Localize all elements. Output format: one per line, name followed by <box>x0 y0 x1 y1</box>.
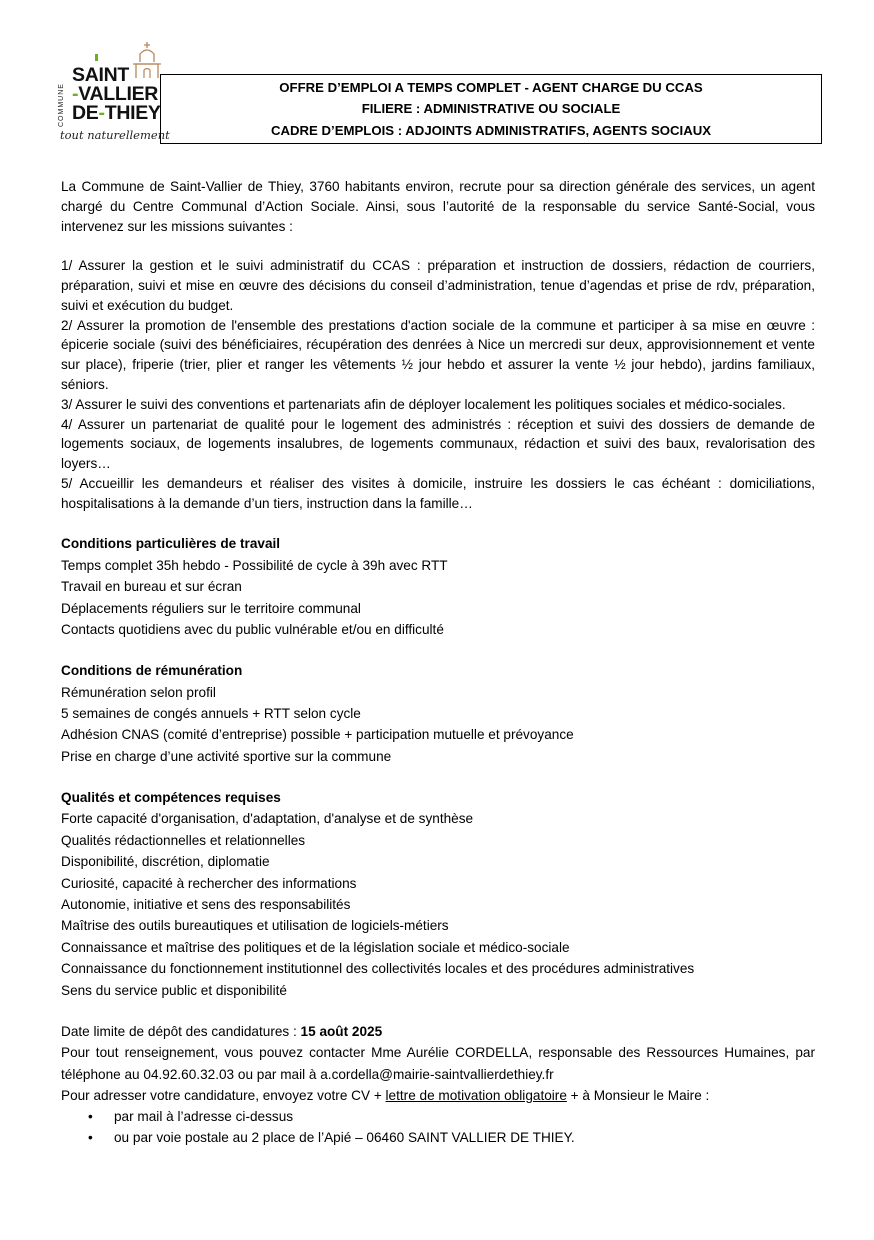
list-item: Temps complet 35h hebdo - Possibilité de cycle à 39h avec RTT <box>61 557 448 573</box>
logo-commune-label: COMMUNE <box>58 83 65 127</box>
logo-accent-mark <box>95 54 98 61</box>
job-cadre: CADRE D’EMPLOIS : ADJOINTS ADMINISTRATIFS, AGENTS SOCIAUX <box>270 122 712 138</box>
list-item: Disponibilité, discrétion, diplomatie <box>61 854 270 870</box>
job-filiere: FILIERE : ADMINISTRATIVE OU SOCIALE <box>361 101 621 117</box>
section-title: Conditions de rémunération <box>61 663 243 679</box>
section-qualites <box>61 787 815 1001</box>
section-conditions-travail <box>61 533 815 640</box>
apply-methods-list <box>61 1106 815 1148</box>
apply-text-end: + à Monsieur le Maire : <box>566 1088 710 1104</box>
contact-paragraph: Pour tout renseignement, vous pouvez contacter Mme Aurélie CORDELLA, responsable des Ressources Humaines, par téléphone au 04.92.60.32.03 ou par mail à a.cordella@mairie-saintvallierdethiey.fr <box>61 1045 815 1082</box>
list-item: Contacts quotidiens avec du public vulnérable et/ou en difficulté <box>61 621 444 637</box>
section-title: Qualités et compétences requises <box>61 790 281 805</box>
intro-paragraph: La Commune de Saint-Vallier de Thiey, 3760 habitants environ, recrute pour sa direction générale des services, un agent chargé du Centre Communal d’Action Sociale. Ainsi, sous l’autorité de la responsable du service Santé-Social, vous intervenez sur les missions suivantes : <box>61 179 815 234</box>
bullet-icon: • <box>88 1109 93 1125</box>
list-item: Adhésion CNAS (comité d’entreprise) possible + participation mutuelle et prévoyance <box>61 727 574 743</box>
mission-5: 5/ Accueillir les demandeurs et réaliser des visites à domicile, instruire les dossiers le cas échéant : domiciliations, hospitalisations à la demande d’un tiers, instruction dans la famille… <box>61 475 815 511</box>
list-item: Prise en charge d’une activité sportive sur la commune <box>61 748 392 764</box>
bullet-icon: • <box>88 1130 93 1146</box>
list-item: Travail en bureau et sur écran <box>61 579 242 595</box>
mission-4: 4/ Assurer un partenariat de qualité pour le logement des administrés : réception et suivi des dossiers de demande de logements sociaux, de logements insalubres, de logements communaux, rédaction et suivi des baux, revalorisation des loyers… <box>61 416 815 472</box>
logo-dash: - <box>98 102 105 124</box>
list-item: Qualités rédactionnelles et relationnelles <box>61 832 306 848</box>
mission-1: 1/ Assurer la gestion et le suivi administratif du CCAS : préparation et instruction de dossiers, rédaction de courriers, préparation, suivi et mise en œuvre des décisions du conseil d’administration, tenue d’agendas et prise de rdv, préparation, suivi et exécution du budget. <box>61 258 815 313</box>
list-item <box>61 1127 815 1148</box>
mission-2: 2/ Assurer la promotion de l'ensemble des prestations d'action sociale de la commune et participer à sa mise en œuvre : épicerie sociale (suivi des bénéficiaires, récupération des denrées à Nice un mercredi sur deux, approvisionnement et vente sur place), friperie (trier, plier et ranger les vêtements ½ jour hebdo et assurer la vente ½ jour hebdo), jardins familiaux, séniors. <box>61 317 815 392</box>
church-icon <box>130 40 164 80</box>
deadline-line <box>61 1021 815 1042</box>
list-item: Déplacements réguliers sur le territoire communal <box>61 600 361 616</box>
apply-text: Pour adresser votre candidature, envoyez votre CV + <box>61 1088 386 1104</box>
list-item: Rémunération selon profil <box>61 684 216 700</box>
apply-method-email: par mail à l’adresse ci-dessus <box>114 1109 294 1125</box>
list-item: Forte capacité d'organisation, d'adaptation, d'analyse et de synthèse <box>61 811 474 827</box>
job-title-box <box>160 74 822 144</box>
logo-dash: - <box>72 83 79 105</box>
list-item: Sens du service public et disponibilité <box>61 982 287 998</box>
apply-line <box>61 1085 815 1106</box>
section-remuneration <box>61 660 815 767</box>
apply-method-post: ou par voie postale au 2 place de l’Apié – 06460 SAINT VALLIER DE THIEY. <box>114 1130 575 1146</box>
deadline-label: Date limite de dépôt des candidatures : <box>61 1023 301 1039</box>
document-body <box>61 177 815 1148</box>
list-item <box>61 1106 815 1127</box>
logo-line-saint: SAINT <box>72 64 130 86</box>
list-item: Autonomie, initiative et sens des responsabilités <box>61 897 351 913</box>
list-item: Maîtrise des outils bureautiques et utilisation de logiciels-métiers <box>61 918 449 934</box>
list-item: 5 semaines de congés annuels + RTT selon cycle <box>61 705 361 721</box>
job-title: OFFRE D’EMPLOI A TEMPS COMPLET - AGENT CHARGE DU CCAS <box>279 79 703 95</box>
logo-de-text: DE <box>72 102 99 124</box>
logo-line-de-thiey <box>72 104 161 123</box>
deadline-date: 15 août 2025 <box>300 1023 383 1039</box>
list-item: Curiosité, capacité à rechercher des informations <box>61 875 357 891</box>
mission-3: 3/ Assurer le suivi des conventions et partenariats afin de déployer localement les politiques sociales et médico-sociales. <box>61 396 786 412</box>
section-candidature <box>61 1021 815 1149</box>
list-item: Connaissance et maîtrise des politiques et de la législation sociale et médico-sociale <box>61 939 570 955</box>
list-item: Connaissance du fonctionnement institutionnel des collectivités locales et des procédures administratives <box>61 961 695 977</box>
motivation-letter-note: lettre de motivation obligatoire <box>385 1088 567 1104</box>
section-title: Conditions particulières de travail <box>61 536 281 552</box>
logo-tagline: tout naturellement <box>60 128 170 142</box>
logo-vallier-text: VALLIER <box>78 83 159 105</box>
commune-logo <box>58 40 168 148</box>
logo-thiey-text: THIEY <box>104 102 161 124</box>
